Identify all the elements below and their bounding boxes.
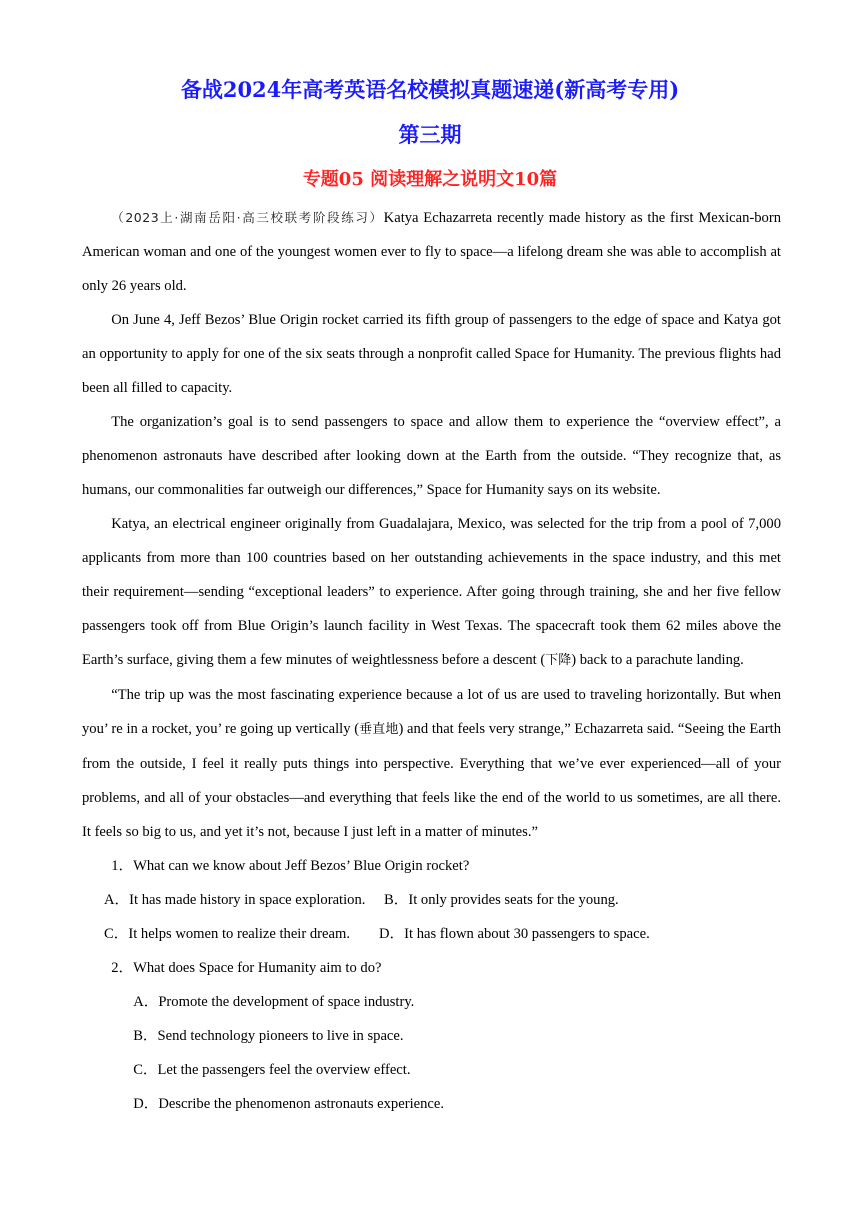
question-2-stem: 2．What does Space for Humanity aim to do?	[111, 960, 382, 976]
question-1-options-row-2	[82, 917, 781, 951]
question-1-options-row-1	[82, 883, 781, 917]
source-note: （2023上·湖南岳阳·高三校联考阶段练习）	[111, 210, 384, 225]
question-1-option-b: B．It only provides seats for the young.	[384, 892, 619, 908]
question-1-option-a: A．It has made history in space exploration.	[104, 892, 366, 908]
question-2-option-d: D．Describe the phenomenon astronauts experience.	[133, 1096, 445, 1112]
paragraph-3: The organization’s goal is to send passengers to space and allow them to experience the “overview effect”, a phenomenon astronauts have described after looking down at the Earth from the outside. “They recognize that, as humans, our commonalities far outweigh our differences,” Space for Humanity says on its website.	[82, 414, 781, 498]
gloss-vertically: 垂直地	[359, 722, 399, 737]
question-2-option-c: C．Let the passengers feel the overview effect.	[133, 1062, 411, 1078]
paragraph-2: On June 4, Jeff Bezos’ Blue Origin rocket carried its fifth group of passengers to the edge of space and Katya got an opportunity to apply for one of the six seats through a nonprofit called Space for Humanity. The previous flights had been all filled to capacity.	[82, 312, 781, 396]
paragraph-1: （2023上·湖南岳阳·高三校联考阶段练习）Katya Echazarreta recently made history as the first Mexican-born American woman and one of the youngest women ever to fly to space—a lifelong dream she was able to accomplish at only 26 years old.	[82, 210, 781, 294]
issue-title: 第三期	[398, 122, 462, 147]
gloss-descent: 下降	[545, 653, 572, 668]
topic-title: 专题05 阅读理解之说明文10篇	[302, 169, 558, 190]
question-1-stem: 1．What can we know about Jeff Bezos’ Blue Origin rocket?	[111, 858, 470, 874]
question-1-option-c: C．It helps women to realize their dream.	[104, 926, 350, 942]
question-2-option-b: B．Send technology pioneers to live in space.	[133, 1028, 404, 1044]
main-title: 备战2024年高考英语名校模拟真题速递(新高考专用)	[180, 77, 680, 102]
paragraph-5: “The trip up was the most fascinating experience because a lot of us are used to traveling horizontally. But when you’ re in a rocket, you’ re going up vertically (垂直地) and that feels very strange,” Echazarreta said. “Seeing the Earth from the outside, I feel it really puts things into perspective. Everything that we’ve ever experienced—all of your problems, and all of your obstacles—and everything that feels like the end of the world to us sometimes, are all there. It feels so big to us, and yet it’s not, because I just left in a matter of minutes.”	[82, 687, 781, 840]
question-2-option-a: A．Promote the development of space industry.	[133, 994, 415, 1010]
passage-body	[82, 201, 781, 1121]
question-1-option-d: D．It has flown about 30 passengers to space.	[379, 926, 650, 942]
paragraph-4: Katya, an electrical engineer originally from Guadalajara, Mexico, was selected for the trip from a pool of 7,000 applicants from more than 100 countries based on her outstanding achievements in the space industry, and this met their requirement—sending “exceptional leaders” to experience. After going through training, she and her five fellow passengers took off from Blue Origin’s launch facility in West Texas. The spacecraft took them 62 miles above the Earth’s surface, giving them a few minutes of weightlessness before a descent (下降) back to a parachute landing.	[82, 516, 781, 668]
